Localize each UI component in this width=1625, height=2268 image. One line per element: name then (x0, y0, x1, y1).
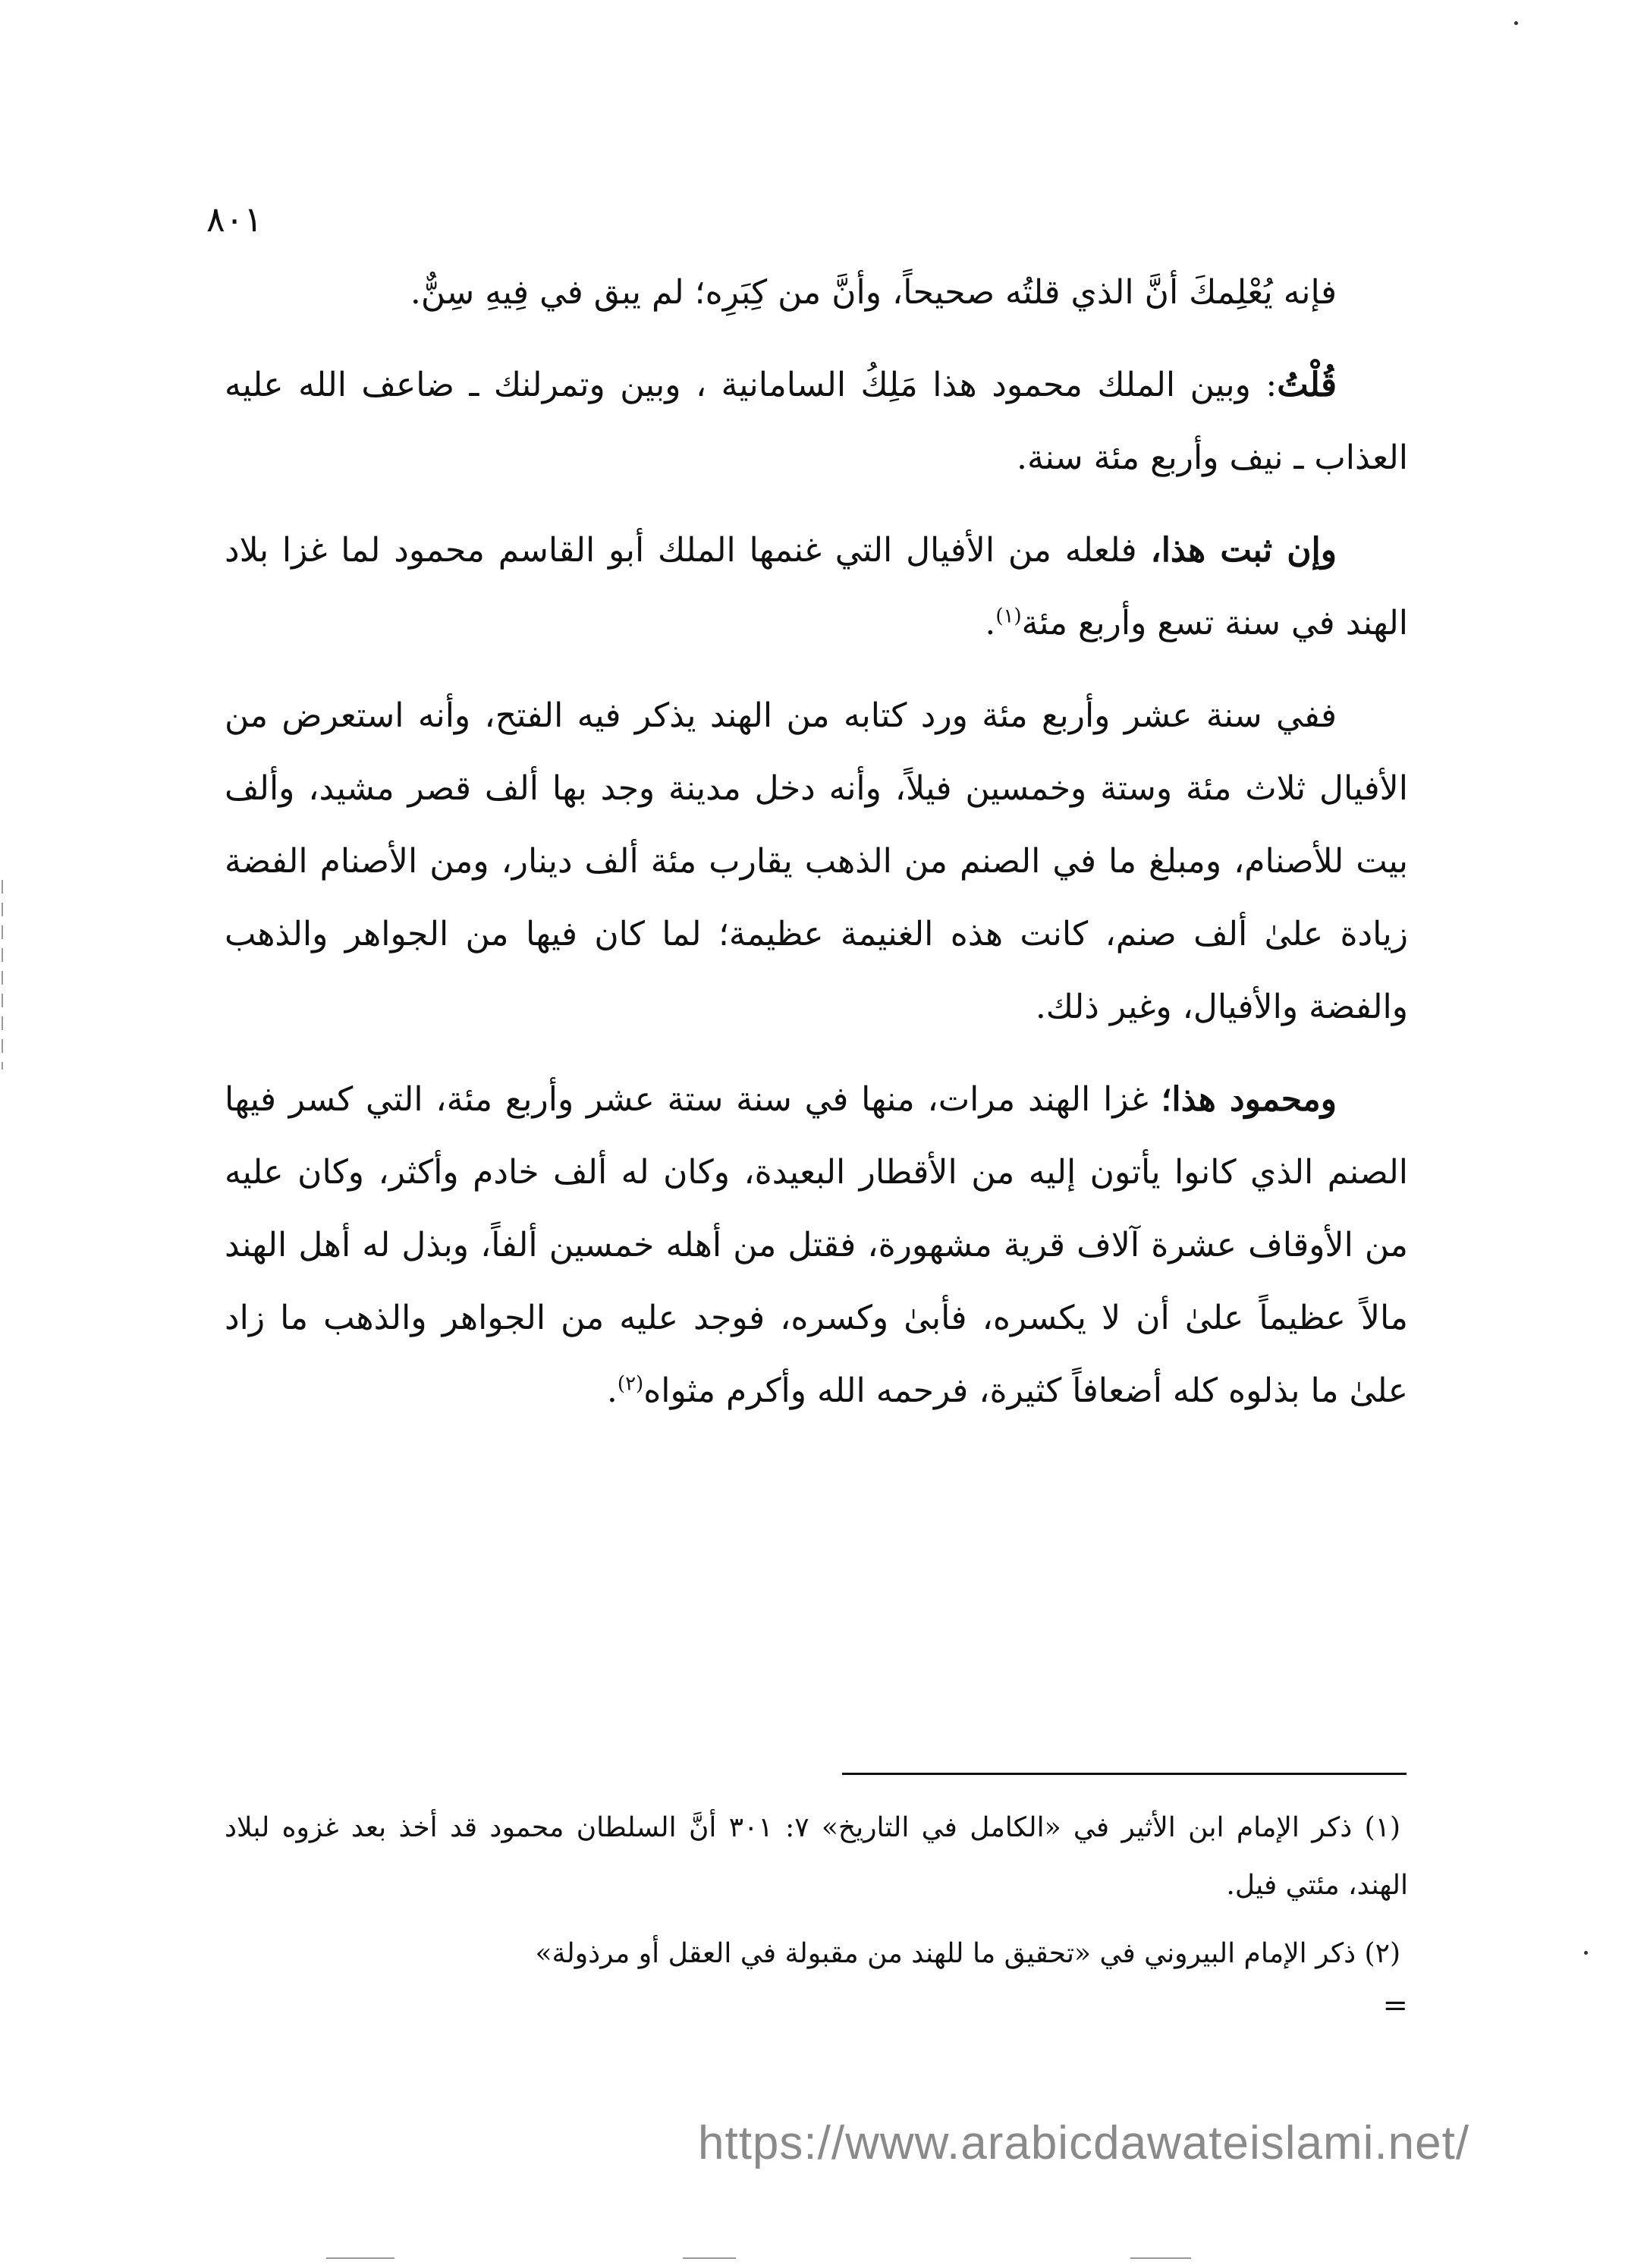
bottom-edge-mark-right (1130, 2257, 1191, 2259)
footnote-separator (842, 1773, 1407, 1775)
footnote-continuation-mark: = (1382, 1988, 1408, 2023)
paragraph-3-text: فلعله من الأفيال التي غنمها الملك أبو القاسم محمود لما غزا بلاد الهند في سنة تسع وأربع مئة (225, 531, 1408, 642)
bottom-edge-mark-middle (683, 2257, 736, 2259)
scan-speck-bottom (1584, 1951, 1588, 1955)
footnote-1: (١) ذكر الإمام ابن الأثير في «الكامل في التاريخ» ٧: ٣٠١ أنَّ السلطان محمود قد أخذ بعد غزوه لبلاد الهند، مئتي فيل. (225, 1812, 1408, 1901)
watermark-url: https://www.arabicdawateislami.net/ (698, 2117, 1470, 2169)
bottom-edge-mark-left (326, 2257, 394, 2259)
paragraph-5-end: . (606, 1371, 618, 1410)
footnote-ref-2: (٢) (617, 1372, 644, 1396)
paragraph-2-text: : وبين الملك محمود هذا مَلِكُ السامانية ، وبين وتمرلنك ـ ضاعف الله عليه العذاب ـ نيف وأربع مئة سنة. (225, 366, 1408, 477)
paragraph-5-text: غزا الهند مرات، منها في سنة ستة عشر وأربع مئة، التي كسر فيها الصنم الذي كانوا يأتون إليه من الأقطار البعيدة، وكان له ألف خادم وأكثر، وكان عليه من الأوقاف عشرة آلاف قرية مشهورة، فقتل من أهله خمسين ألفاً، وبذل له أهل الهند مالاً عظيماً علىٰ أن لا يكسره، فأبىٰ وكسره، فوجد عليه من الجواهر والذهب ما زاد علىٰ ما بذلوه كله أضعافاً كثيرة، فرحمه الله وأكرم مثواه (225, 1080, 1408, 1410)
paragraph-3 (225, 514, 1408, 660)
main-text (225, 256, 1408, 1428)
paragraph-1: فإنه يُعْلِمكَ أنَّ الذي قلتُه صحيحاً، وأنَّ من كِبَرِه؛ لم يبق في فِيهِ سِنٌّ. (410, 273, 1337, 312)
paragraph-3-end: . (985, 604, 996, 642)
scan-speck-top (1514, 21, 1518, 25)
footnote-ref-1: (١) (995, 605, 1022, 628)
paragraph-5-lead: ومحمود هذا؛ (1161, 1080, 1337, 1119)
paragraph-2-lead: قُلْتُ (1277, 366, 1337, 404)
scan-edge-mark (2, 880, 3, 1070)
footnote-2: (٢) ذكر الإمام البيروني في «تحقيق ما للهند من مقبولة في العقل أو مرذولة» (535, 1938, 1400, 1969)
paragraph-2 (225, 349, 1408, 495)
page-number: ٨٠١ (206, 199, 263, 240)
paragraph-5 (225, 1063, 1408, 1428)
paragraph-4: ففي سنة عشر وأربع مئة ورد كتابه من الهند يذكر فيه الفتح، وأنه استعرض من الأفيال ثلاث مئة وستة وخمسين فيلاً، وأنه دخل مدينة وجد بها ألف قصر مشيد، وألف بيت للأصنام، ومبلغ ما في الصنم من الذهب يقارب مئة ألف دينار، ومن الأصنام الفضة زيادة علىٰ ألف صنم، كانت هذه الغنيمة عظيمة؛ لما كان فيها من الجواهر والذهب والفضة والأفيال، وغير ذلك. (225, 696, 1408, 1026)
footnotes (225, 1799, 1408, 2028)
paragraph-3-lead: وإن ثبت هذا، (1150, 531, 1337, 570)
